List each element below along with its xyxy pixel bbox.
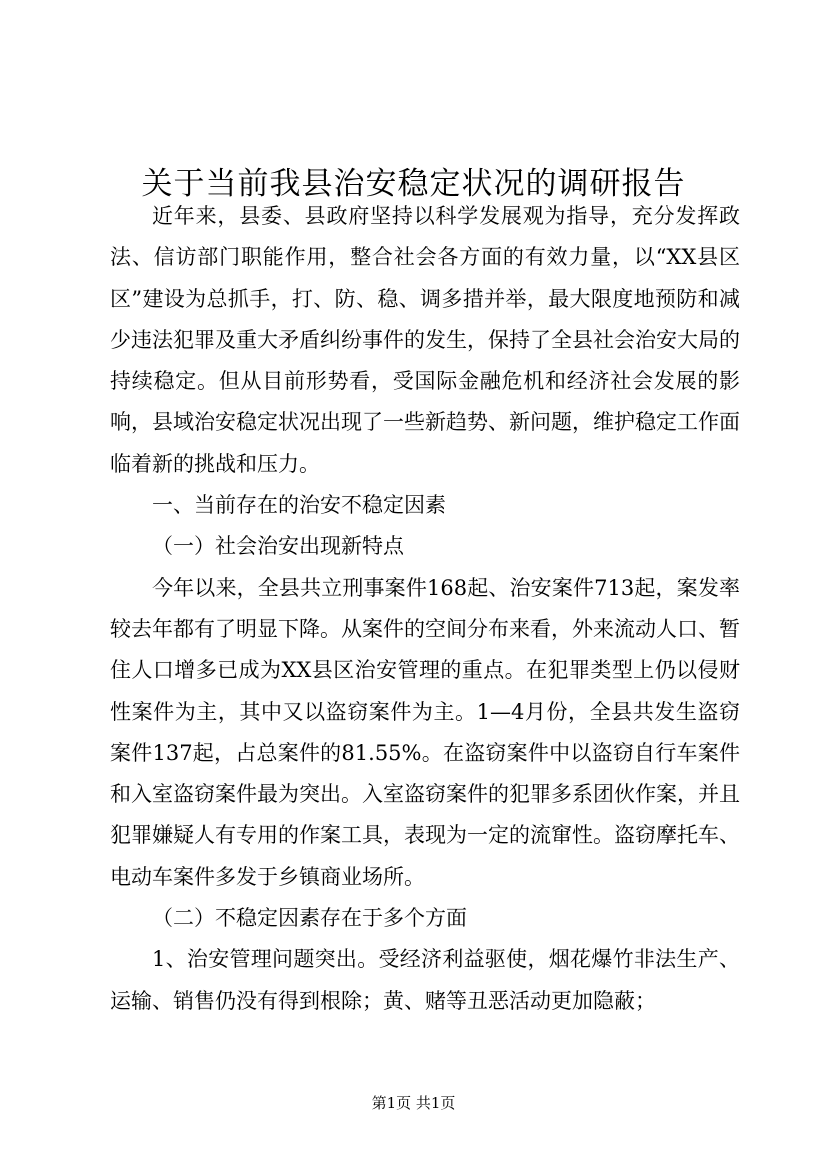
paragraph-public-order: 1、治安管理问题突出。受经济利益驱使，烟花爆竹非法生产、运输、销售仍没有得到根除；黄、赌等丑恶活动更加隐蔽； (110, 947, 740, 1013)
document-title: 关于当前我县治安稳定状况的调研报告 (141, 165, 686, 202)
section-heading: 一、当前存在的治安不稳定因素 (152, 493, 446, 518)
subsection-heading: （一）社会治安出现新特点 (152, 534, 404, 559)
document-body (110, 196, 740, 1022)
page-footer: 第1页 共1页 (371, 1094, 456, 1112)
paragraph-crime-stats: 今年以来，全县共立刑事案件168起、治安案件713起，案发率较去年都有了明显下降。从案件的空间分布来看，外来流动人口、暂住人口增多已成为XX县区治安管理的重点。在犯罪类型上仍以侵财性案件为主，其中又以盗窃案件为主。1—4月份，全县共发生盗窃案件137起，占总案件的81.55%。在盗窃案件中以盗窃自行车案件和入室盗窃案件最为突出。入室盗窃案件的犯罪多系团伙作案，并且犯罪嫌疑人有专用的作案工具，表现为一定的流窜性。盗窃摩托车、电动车案件多发于乡镇商业场所。 (110, 575, 740, 889)
paragraph-intro: 近年来，县委、县政府坚持以科学发展观为指导，充分发挥政法、信访部门职能作用，整合社会各方面的有效力量，以“XX县区区”建设为总抓手，打、防、稳、调多措并举，最大限度地预防和减少违法犯罪及重大矛盾纠纷事件的发生，保持了全县社会治安大局的持续稳定。但从目前形势看，受国际金融危机和经济社会发展的影响，县域治安稳定状况出现了一些新趋势、新问题，维护稳定工作面临着新的挑战和压力。 (110, 204, 740, 476)
subsection-heading: （二）不稳定因素存在于多个方面 (152, 906, 467, 931)
